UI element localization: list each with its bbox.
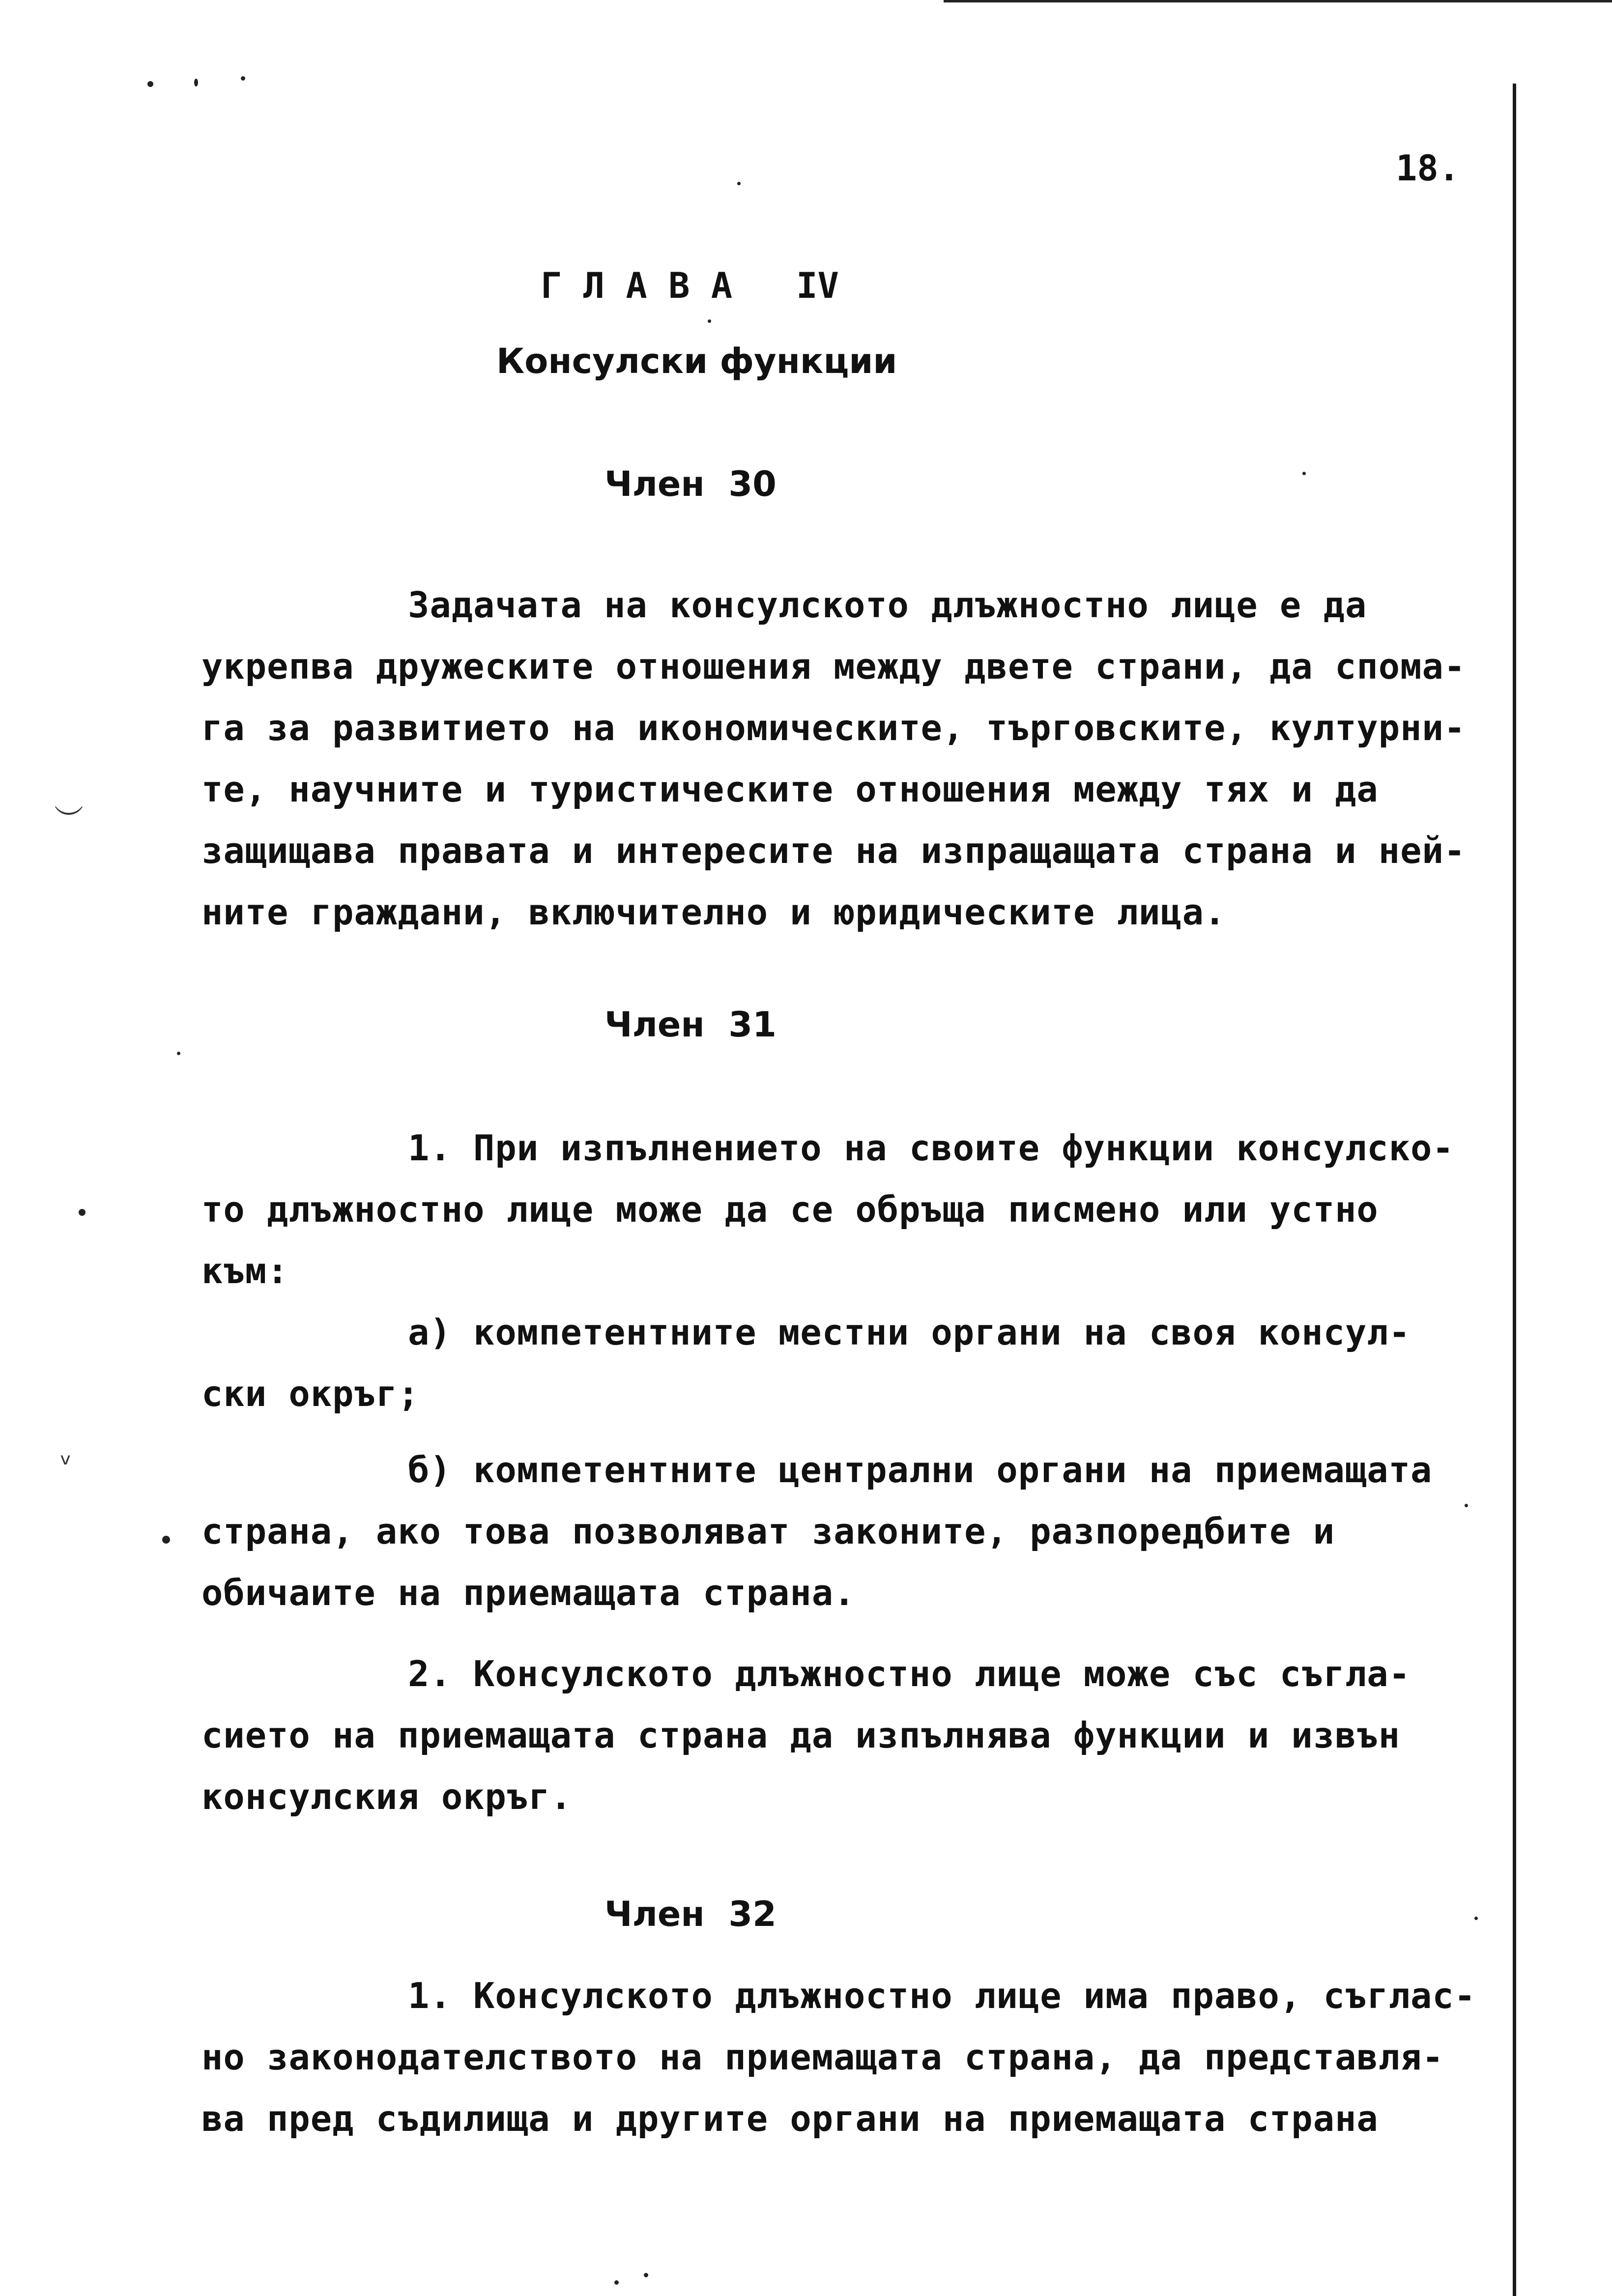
scan-speck — [147, 81, 153, 87]
scan-speck — [241, 76, 245, 81]
article-31-item-b-line: б) компетентните централни органи на приемащата — [408, 1449, 1433, 1491]
scan-speck — [1302, 472, 1306, 475]
article-31-para-2-line: 2. Консулското длъжностно лице може със съгла- — [408, 1653, 1410, 1694]
article-32-para-1-line: но законодателството на приемащата страна, да представля- — [202, 2037, 1444, 2078]
article-32-heading: Член 32 — [604, 1894, 777, 1934]
scan-speck — [708, 319, 711, 323]
scan-margin-mark: ᵥ — [57, 1437, 75, 1472]
scan-speck — [177, 1052, 180, 1055]
article-31-item-a-line: а) компетентните местни органи на своя консул- — [408, 1312, 1410, 1353]
article-31-item-b-line: обичаите на приемащата страна. — [202, 1572, 856, 1613]
scan-speck — [1465, 1504, 1468, 1507]
scan-margin-mark: ︶ — [54, 804, 84, 838]
scan-speck — [737, 182, 741, 185]
scan-speck — [644, 2273, 648, 2277]
article-30-line: Задачата на консулското длъжностно лице е да — [408, 584, 1367, 626]
article-30-line: укрепва дружеските отношения между двете страни, да спома- — [202, 646, 1466, 687]
page-number: 18. — [1396, 147, 1460, 189]
article-31-item-a-line: ски окръг; — [202, 1373, 420, 1414]
article-32-para-1-line: 1. Консулското длъжностно лице има право, съглас- — [408, 1975, 1476, 2016]
scan-speck — [79, 1209, 86, 1216]
scan-speck — [614, 2280, 619, 2285]
article-30-line: те, научните и туристическите отношения между тях и да — [202, 769, 1379, 810]
chapter-title: Г Л А В А IV — [541, 265, 839, 306]
article-31-para-1-line: 1. При изпълнението на своите функции консулско- — [408, 1127, 1454, 1169]
scan-speck — [162, 1536, 170, 1544]
scan-right-margin-line — [1513, 84, 1516, 2296]
article-30-line: га за развитието на икономическите, търговските, културни- — [202, 707, 1466, 748]
scan-speck — [194, 79, 198, 86]
scan-speck — [1474, 1917, 1478, 1920]
article-30-heading: Член 30 — [604, 464, 777, 504]
chapter-subtitle: Консулски функции — [496, 341, 897, 381]
article-31-para-1-line: то длъжностно лице може да се обръща писмено или устно — [202, 1189, 1379, 1230]
article-31-heading: Член 31 — [604, 1004, 777, 1045]
article-31-para-2-line: консулския окръг. — [202, 1776, 572, 1817]
article-31-para-2-line: сието на приемащата страна да изпълнява функции и извън — [202, 1715, 1401, 1756]
article-32-para-1-line: ва пред съдилища и другите органи на приемащата страна — [202, 2098, 1379, 2139]
article-30-line: ните граждани, включително и юридическите лица. — [202, 891, 1226, 933]
article-31-para-1-line: към: — [202, 1250, 289, 1292]
scan-top-rule — [944, 0, 1612, 2]
article-30-line: защищава правата и интересите на изпращащата страна и ней- — [202, 830, 1466, 871]
article-31-item-b-line: страна, ако това позволяват законите, разпоредбите и — [202, 1511, 1335, 1552]
